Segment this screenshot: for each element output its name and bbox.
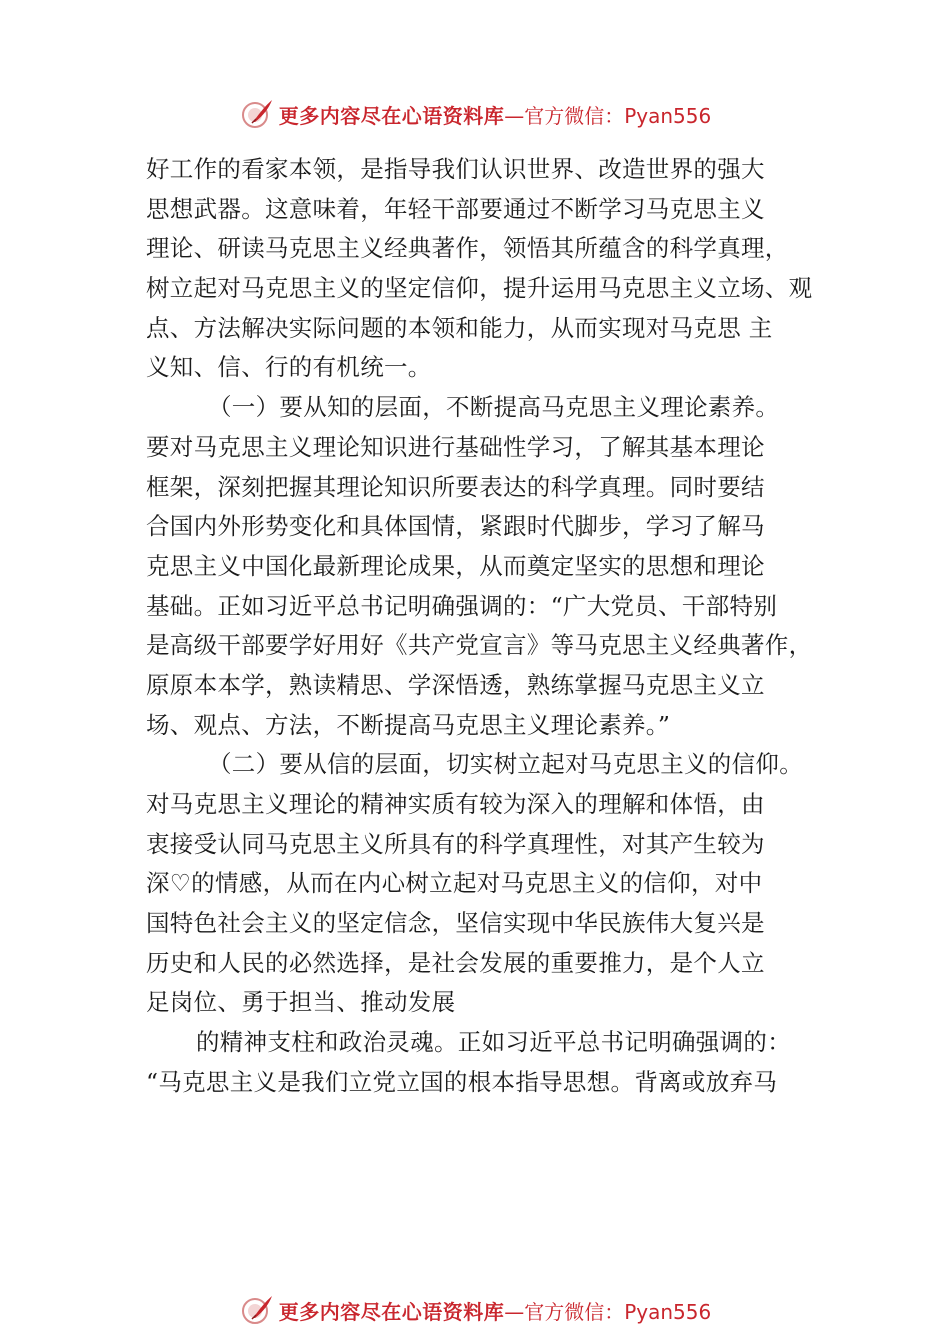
text-line: 场、观点、方法，不断提高马克思主义理论素养。” (146, 710, 671, 739)
text-line: 点、方法解决实际问题的本领和能力，从而实现对马克思 主 (146, 313, 773, 342)
text-line: 框架，深刻把握其理论知识所要表达的科学真理。同时要结 (146, 472, 765, 501)
text-line: 要对马克思主义理论知识进行基础性学习，了解其基本理论 (146, 432, 765, 461)
banner-wechat-text: —官方微信：Pyan556 (504, 103, 712, 128)
text-line: 基础。正如习近平总书记明确强调的：“广大党员、干部特别 (146, 591, 778, 620)
footer-banner (0, 1290, 950, 1330)
text-line: 国特色社会主义的坚定信念，坚信实现中华民族伟大复兴是 (146, 909, 765, 938)
banner-main-text: 更多内容尽在心语资料库 (278, 1299, 505, 1324)
text-line: 对马克思主义理论的精神实质有较为深入的理解和体悟，由 (146, 790, 765, 818)
text-line: 是高级干部要学好用好《共产党宣言》等马克思主义经典著作， (146, 631, 813, 660)
text-line: 克思主义中国化最新理论成果，从而奠定坚实的思想和理论 (146, 551, 765, 580)
text-line: 历史和人民的必然选择，是社会发展的重要推力，是个人立 (146, 948, 765, 977)
text-line: 原原本本学，熟读精思、学深悟透，熟练掌握马克思主义立 (146, 670, 765, 699)
text-line: 理论、研读马克思主义经典著作，领悟其所蕴含的科学真理， (146, 234, 789, 263)
text-line: 义知、信、行的有机统一。 (146, 353, 432, 382)
text-line: 思想武器。这意味着，年轻干部要通过不断学习马克思主义 (146, 194, 765, 223)
quill-logo-icon (239, 96, 275, 132)
header-banner (0, 94, 950, 134)
text-line: 树立起对马克思主义的坚定信仰，提升运用马克思主义立场、观 (146, 274, 813, 303)
document-body (146, 150, 836, 1103)
banner-main-text: 更多内容尽在心语资料库 (278, 103, 505, 128)
section-heading-2: （二）要从信的层面，切实树立起对马克思主义的信仰。 (208, 750, 803, 779)
banner-wechat-text: —官方微信：Pyan556 (504, 1299, 712, 1324)
text-line: 的精神支柱和政治灵魂。正如习近平总书记明确强调的： (196, 1028, 791, 1057)
section-heading-1: （一）要从知的层面，不断提高马克思主义理论素养。 (208, 393, 780, 422)
quill-logo-icon (239, 1292, 275, 1328)
text-line: “马克思主义是我们立党立国的根本指导思想。背离或放弃马 (146, 1067, 778, 1096)
text-line: 合国内外形势变化和具体国情，紧跟时代脚步，学习了解马 (146, 512, 765, 541)
text-line: 衷接受认同马克思主义所具有的科学真理性，对其产生较为 (146, 829, 765, 858)
text-line: 足岗位、勇于担当、推动发展 (146, 988, 456, 1017)
text-line: 好工作的看家本领，是指导我们认识世界、改造世界的强大 (146, 155, 765, 183)
text-line: 深♡的情感，从而在内心树立起对马克思主义的信仰，对中 (146, 869, 763, 898)
